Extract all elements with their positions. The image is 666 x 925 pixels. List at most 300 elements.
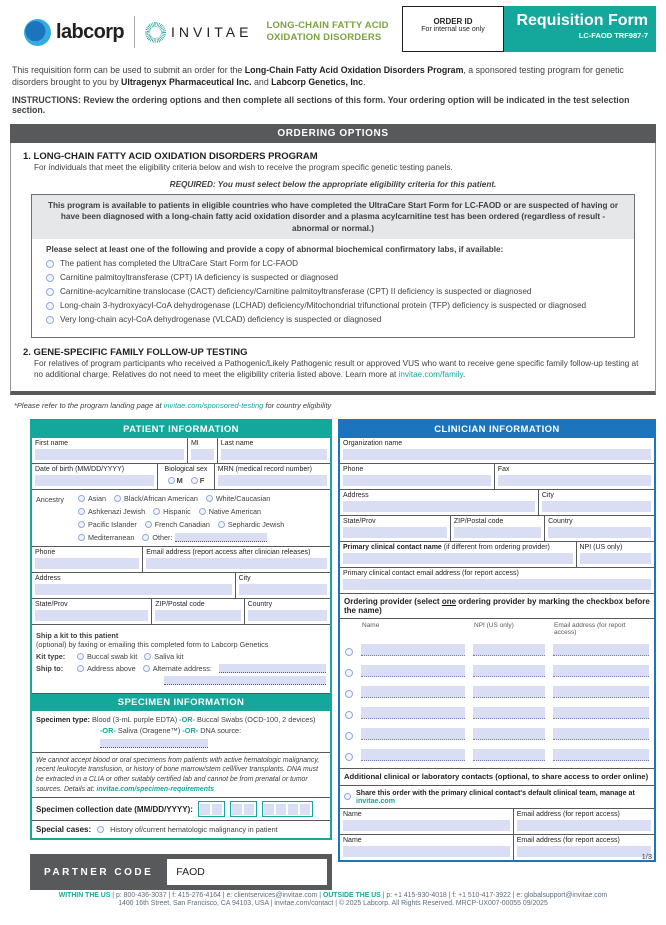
clinician-phone-label: Phone	[343, 465, 364, 473]
clinician-address-input[interactable]	[343, 501, 535, 512]
clinician-phone-cell	[340, 464, 494, 489]
alternate-address-input[interactable]	[219, 664, 326, 673]
patient-phone-row	[32, 547, 330, 573]
dob-input[interactable]	[35, 475, 154, 486]
ancestry-other-input[interactable]	[175, 533, 267, 542]
phone-input[interactable]	[35, 558, 139, 569]
state-cell	[32, 599, 151, 624]
outside-us-label: OUTSIDE THE US	[322, 891, 381, 899]
clinician-box	[338, 419, 656, 862]
ancestry-option-label: Hispanic	[163, 506, 191, 516]
city-label: City	[238, 574, 251, 582]
specimen-requirements-link[interactable]: invitae.com/specimen-requirements	[96, 785, 215, 793]
ship-kit-block	[32, 625, 330, 694]
partner-code-label: PARTNER CODE	[44, 866, 154, 878]
footer-address-line: 1400 16th Street, San Francisco, CA 94103, USA | invitae.com/contact | © 2025 Labcorp. All Rights Reserved. MRCP-UX007-00055 09/2025	[118, 900, 548, 908]
ancestry-option[interactable]	[78, 533, 134, 542]
specimen-type-blood: Blood (3-mL purple EDTA)	[91, 714, 178, 724]
special-cases-label: Special cases:	[36, 825, 92, 835]
primary-contact-rest: (if different from ordering provider)	[441, 543, 550, 551]
or-separator: -OR-	[179, 714, 195, 724]
patient-state-row	[32, 599, 330, 625]
provider-column-headers	[362, 622, 649, 636]
contact1-email-cell	[513, 809, 654, 834]
provider-email-input[interactable]	[553, 686, 649, 698]
contact2-name-cell	[340, 835, 513, 860]
header	[10, 6, 656, 52]
requisition-form-code: LC-FAOD TRF987-7	[578, 30, 648, 40]
invitae-logo-icon	[145, 22, 166, 43]
address-label: Address	[35, 574, 61, 582]
ordering-options-body	[10, 143, 656, 394]
footnote-text: for country eligibility	[263, 400, 332, 410]
intro-text: .	[363, 77, 366, 88]
ship-to-row	[36, 664, 326, 673]
fax-cell	[494, 464, 654, 489]
radio-icon[interactable]	[78, 508, 85, 515]
provider-row	[345, 665, 649, 677]
clinician-phone-input[interactable]	[343, 475, 491, 486]
radio-icon[interactable]	[153, 508, 160, 515]
checkbox-icon[interactable]	[46, 274, 54, 282]
eligibility-choice-row[interactable]	[46, 287, 620, 296]
clinician-state-label: State/Prov	[343, 517, 376, 525]
provider-email-input[interactable]	[553, 665, 649, 677]
footer	[10, 890, 656, 925]
provider-email-input[interactable]	[553, 707, 649, 719]
address-cell	[32, 573, 235, 598]
ordering-provider-post: ordering provider by marking the checkbox before the name)	[344, 596, 650, 615]
bio-sex-label: Biological sex	[164, 465, 208, 473]
provider-name-input[interactable]	[361, 665, 465, 677]
family-link[interactable]: invitae.com/family	[398, 370, 464, 380]
eligibility-choice-row[interactable]	[46, 259, 620, 268]
dob-label: Date of birth (MM/DD/YYYY)	[35, 465, 125, 473]
contact2-email-cell	[513, 835, 654, 860]
ancestry-row	[32, 490, 330, 547]
program-name-bold: Long-Chain Fatty Acid Oxidation Disorders Program	[244, 65, 464, 75]
specimen-type-buccal: Buccal Swabs (OCD-100, 2 devices)	[197, 714, 316, 724]
ancestry-option-other[interactable]	[142, 533, 267, 542]
checkbox-icon[interactable]	[46, 302, 54, 310]
clinician-phone-row	[340, 464, 654, 490]
ordering-provider-pre: (select	[412, 596, 442, 606]
checkbox-icon[interactable]	[345, 648, 353, 656]
ship-kit-heading	[36, 631, 326, 649]
intro-text: This requisition form can be used to submit an order for the	[12, 65, 245, 75]
logo-group	[24, 16, 389, 48]
footnote-text: *Please refer to the program landing page at	[14, 400, 164, 410]
phone-cell	[32, 547, 142, 572]
radio-icon[interactable]	[218, 521, 225, 528]
mi-label: MI	[190, 439, 199, 447]
ship-option-alternate[interactable]	[143, 664, 212, 673]
npi-input[interactable]	[580, 553, 652, 564]
invitae-link[interactable]: invitae.com	[356, 796, 396, 805]
alternate-address-input-2[interactable]	[164, 676, 326, 685]
clinician-country-cell	[544, 516, 654, 541]
organization-cell	[340, 438, 654, 463]
partner-code-input[interactable]: FAOD	[167, 859, 327, 885]
contact2-email-input[interactable]	[517, 846, 651, 857]
provider-name-input[interactable]	[361, 707, 465, 719]
ancestry-option[interactable]	[114, 494, 198, 503]
eligibility-statement: This program is available to patients in eligible countries who have completed the UltraCare Start Form for LC-FAOD or are suspected of having or have been diagnosed with a long-chain fatty acid oxidation disorder and a plasma acylcarnitine test has been ordered (regardless of result - abnormal or normal.)	[32, 195, 634, 239]
option2-heading: 2. GENE-SPECIFIC FAMILY FOLLOW-UP TESTING	[23, 347, 248, 359]
provider-npi-input[interactable]	[473, 707, 545, 719]
labcorp-wordmark: labcorp	[56, 20, 125, 43]
contact2-name-label: Name	[343, 836, 362, 844]
radio-icon[interactable]	[77, 653, 84, 660]
radio-icon[interactable]	[145, 521, 152, 528]
special-cases-option: History of/current hematologic malignancy in patient	[110, 825, 278, 835]
disclaimer-text: We cannot accept blood or oral specimens from patients with active hematologic malignancy, recent leukocyte transfusion, or history of bone marrow/stem cell/liver transplants. DNA must be extracted in a CLIA or other suitably certified lab and cannot be from prenatal or tumor sources. Details at:	[36, 756, 320, 793]
sex-female-label: F	[199, 475, 205, 485]
provider-row	[345, 728, 649, 740]
first-name-input[interactable]	[35, 449, 184, 460]
choice-label: Long-chain 3-hydroxyacyl-CoA dehydrogenase (LCHAD) deficiency/Mitochondrial trifunctional protein (TFP) deficiency is suspected or diagnosed	[60, 301, 587, 311]
ship-option-address-above[interactable]	[77, 664, 136, 673]
checkbox-icon[interactable]	[345, 669, 353, 677]
special-cases-row	[32, 821, 330, 838]
instructions-line: INSTRUCTIONS: Review the ordering options and then complete all sections of this form. Your ordering option will be indicated in the test selection section.	[12, 95, 630, 116]
collection-date-label: Specimen collection date (MM/DD/YYYY):	[36, 804, 193, 814]
checkbox-icon[interactable]	[345, 711, 353, 719]
ship-kit-rest: (optional) by faxing or emailing this completed form to Labcorp Genetics	[36, 639, 269, 649]
ancestry-option[interactable]	[145, 520, 210, 529]
ancestry-option[interactable]	[78, 494, 106, 503]
within-us-contacts: | p: 800-436-3037 | f: 415-276-4164 | e: clientservices@invitae.com |	[110, 891, 323, 899]
ship-option-label: Address above	[87, 663, 136, 673]
choices-prompt: Please select at least one of the following and provide a copy of abnormal biochemical confirmatory labs, if available:	[46, 245, 504, 255]
organization-label: Organization name	[343, 439, 403, 447]
ship-option-label: Alternate address:	[152, 663, 212, 673]
last-name-label: Last name	[220, 439, 254, 447]
eligibility-choice-row[interactable]	[46, 301, 620, 310]
eligibility-choice-row[interactable]	[46, 315, 620, 324]
ancestry-options	[78, 493, 326, 542]
npi-cell	[576, 542, 655, 567]
clinician-zip-input[interactable]	[454, 527, 541, 538]
specimen-type-dna-label: DNA source:	[200, 725, 242, 735]
form-columns	[10, 419, 656, 891]
ancestry-option-label: Asian	[88, 493, 106, 503]
primary-email-input[interactable]	[343, 579, 651, 590]
primary-email-label: Primary clinical contact email address (for report access)	[343, 569, 519, 577]
checkbox-icon[interactable]	[345, 690, 353, 698]
option2-desc-text: For relatives of program participants who received a Pathogenic/Likely Pathogenic result or approved VUS who want to receive gene specific family follow-up testing at no additional charge. Relatives do not need to meet the eligibility criteria listed above. Learn more at	[34, 359, 639, 380]
ancestry-option[interactable]	[78, 507, 145, 516]
clinician-city-input[interactable]	[542, 501, 651, 512]
clinician-country-label: Country	[548, 517, 573, 525]
eligibility-box	[31, 194, 635, 338]
email-input[interactable]	[146, 558, 327, 569]
provider-email-input[interactable]	[553, 644, 649, 656]
zip-input[interactable]	[155, 610, 240, 621]
provider-email-input[interactable]	[553, 728, 649, 740]
provider-row	[345, 644, 649, 656]
within-us-label: WITHIN THE US	[58, 891, 111, 899]
choice-label: Carnitine-acylcarnitine translocase (CACT) deficiency/Carnitine palmitoyltransferase (CPT) II deficiency is suspected or diagnosed	[60, 287, 532, 297]
provider-npi-col-header: NPI (US only)	[474, 621, 514, 629]
bio-sex-cell	[157, 464, 214, 489]
kit-option-saliva[interactable]	[144, 652, 183, 661]
radio-icon[interactable]	[78, 495, 85, 502]
patient-address-row	[32, 573, 330, 599]
city-cell	[235, 573, 330, 598]
header-right	[402, 6, 656, 52]
logo-divider	[134, 16, 135, 48]
sponsor-name-bold: Ultragenyx Pharmaceutical Inc.	[121, 77, 252, 88]
kit-type-row	[36, 652, 326, 661]
contact1-email-input[interactable]	[517, 820, 651, 831]
required-note: REQUIRED: You must select below the appropriate eligibility criteria for this patient.	[169, 179, 497, 189]
ordering-provider-bold: Ordering provider	[344, 596, 413, 606]
first-name-cell	[32, 438, 187, 463]
patient-column	[30, 419, 332, 891]
ancestry-option-label: Sephardic Jewish	[227, 519, 285, 529]
clinician-city-label: City	[541, 491, 554, 499]
checkbox-icon[interactable]	[46, 288, 54, 296]
contact1-email-label: Email address (for report access)	[516, 810, 620, 818]
zip-label: ZIP/Postal code	[155, 600, 205, 608]
ancestry-option-label: Pacific Islander	[88, 519, 137, 529]
clinician-zip-cell	[450, 516, 544, 541]
mi-cell	[187, 438, 217, 463]
page-number: 1/3	[641, 852, 652, 861]
contact2-name-input[interactable]	[343, 846, 510, 857]
phone-label: Phone	[35, 548, 56, 556]
patient-dob-row	[32, 464, 330, 490]
ancestry-option[interactable]	[206, 494, 270, 503]
clinician-section-header: CLINICIAN INFORMATION	[340, 421, 654, 438]
last-name-cell	[217, 438, 330, 463]
kit-option-label: Buccal swab kit	[87, 651, 138, 661]
intro-paragraph	[12, 64, 656, 88]
primary-contact-cell	[340, 542, 576, 567]
order-id-label: ORDER ID	[433, 17, 473, 26]
primary-email-cell	[340, 568, 654, 593]
clinician-country-input[interactable]	[548, 527, 651, 538]
option2-desc	[34, 359, 643, 380]
primary-contact-bold: Primary clinical contact name	[343, 543, 442, 551]
clinician-zip-label: ZIP/Postal code	[453, 517, 504, 525]
dna-source-input[interactable]	[100, 739, 208, 748]
partner-code-bar	[30, 854, 332, 890]
radio-icon[interactable]	[97, 826, 104, 833]
sex-female-option[interactable]	[191, 476, 205, 485]
ordering-provider-heading	[340, 594, 654, 619]
intro-text: and	[251, 77, 272, 88]
collection-date-row	[32, 798, 330, 821]
checkbox-icon[interactable]	[345, 732, 353, 740]
clinician-state-input[interactable]	[343, 527, 447, 538]
option1-heading: 1. LONG-CHAIN FATTY ACID OXIDATION DISORDERS PROGRAM	[23, 151, 318, 163]
specimen-disclaimer	[32, 753, 330, 799]
provider-name-input[interactable]	[361, 644, 465, 656]
lab-name-bold: Labcorp Genetics, Inc	[271, 77, 364, 88]
contact1-name-label: Name	[343, 810, 362, 818]
ancestry-option[interactable]	[153, 507, 191, 516]
sex-male-label: M	[176, 475, 183, 485]
last-name-input[interactable]	[221, 449, 327, 460]
provider-email-input[interactable]	[553, 749, 649, 761]
country-label: Country	[247, 600, 273, 608]
provider-npi-input[interactable]	[473, 686, 545, 698]
ancestry-option[interactable]	[218, 520, 284, 529]
clinician-state-row	[340, 516, 654, 542]
mrn-input[interactable]	[218, 475, 327, 486]
ordering-provider-table	[340, 619, 654, 769]
radio-icon[interactable]	[78, 521, 85, 528]
clinician-address-label: Address	[343, 491, 369, 499]
kit-option-buccal[interactable]	[77, 652, 137, 661]
radio-icon[interactable]	[168, 477, 175, 484]
primary-contact-input[interactable]	[343, 553, 573, 564]
sponsored-testing-link[interactable]: invitae.com/sponsored-testing	[163, 400, 264, 410]
provider-row	[345, 749, 649, 761]
sex-male-option[interactable]	[168, 476, 183, 485]
program-title-line1: LONG-CHAIN FATTY ACID	[266, 20, 389, 32]
radio-icon[interactable]	[142, 534, 149, 541]
ancestry-option[interactable]	[199, 507, 261, 516]
ship-to-label: Ship to:	[36, 663, 64, 673]
specimen-section-header: SPECIMEN INFORMATION	[32, 694, 330, 711]
provider-npi-input[interactable]	[473, 749, 545, 761]
checkbox-icon[interactable]	[46, 316, 54, 324]
state-label: State/Prov	[35, 600, 68, 608]
clinician-state-cell	[340, 516, 450, 541]
city-input[interactable]	[239, 584, 327, 595]
clinician-column	[338, 419, 656, 891]
collection-date-day-input[interactable]	[230, 801, 257, 817]
state-input[interactable]	[35, 610, 148, 621]
choice-label: Very long-chain acyl-CoA dehydrogenase (VLCAD) deficiency is suspected or diagnosed	[60, 315, 382, 325]
specimen-type-row	[32, 711, 330, 753]
ancestry-option-label: Black/African American	[123, 493, 198, 503]
option2-desc-text: .	[463, 370, 466, 380]
kit-option-label: Saliva kit	[154, 651, 184, 661]
radio-icon[interactable]	[143, 665, 150, 672]
ship-kit-bold: Ship a kit to this patient	[36, 630, 119, 640]
ancestry-option[interactable]	[78, 520, 137, 529]
contact2-email-label: Email address (for report access)	[516, 836, 620, 844]
radio-icon[interactable]	[206, 495, 213, 502]
alternate-address-line2	[36, 676, 326, 685]
zip-cell	[151, 599, 243, 624]
or-separator: -OR-	[100, 725, 116, 735]
additional-contact-row-2	[340, 835, 654, 860]
labcorp-logo-icon	[24, 19, 51, 46]
eligibility-choice-row[interactable]	[46, 273, 620, 282]
radio-icon[interactable]	[78, 534, 85, 541]
fax-input[interactable]	[498, 475, 651, 486]
provider-name-col-header: Name	[362, 621, 380, 629]
checkbox-icon[interactable]	[46, 260, 54, 268]
mrn-label: MRN (medical record number)	[217, 465, 312, 473]
provider-npi-input[interactable]	[473, 728, 545, 740]
provider-name-input[interactable]	[361, 686, 465, 698]
intro-text: , a sponsored testing program for genetic disorders brought to you by	[12, 65, 624, 88]
or-separator: -OR-	[182, 725, 199, 735]
collection-date-month-input[interactable]	[198, 801, 225, 817]
eligibility-choices	[32, 239, 634, 337]
clinician-city-cell	[538, 490, 654, 515]
collection-date-year-input[interactable]	[262, 801, 313, 817]
country-cell	[244, 599, 330, 624]
provider-name-input[interactable]	[361, 749, 465, 761]
share-order-label	[356, 789, 650, 805]
specimen-type-label: Specimen type:	[36, 714, 90, 724]
ancestry-option-label: Mediterranean	[88, 532, 135, 542]
specimen-type-saliva: Saliva (Oragene™)	[117, 725, 181, 735]
program-title-line2: OXIDATION DISORDERS	[266, 32, 382, 43]
provider-email-col-header: Email address (for report access)	[554, 621, 626, 636]
choice-label: Carnitine palmitoyltransferase (CPT) IA deficiency is suspected or diagnosed	[60, 273, 339, 283]
ancestry-option-label: Native American	[208, 506, 262, 516]
mrn-cell	[214, 464, 330, 489]
radio-icon[interactable]	[144, 653, 151, 660]
radio-icon[interactable]	[199, 508, 206, 515]
order-id-box[interactable]	[402, 6, 504, 52]
additional-contact-row-1	[340, 809, 654, 835]
organization-input[interactable]	[343, 449, 651, 460]
provider-row	[345, 686, 649, 698]
contact1-name-input[interactable]	[343, 820, 510, 831]
ordering-options-bar: ORDERING OPTIONS	[10, 124, 656, 143]
radio-icon[interactable]	[191, 477, 198, 484]
country-input[interactable]	[248, 610, 327, 621]
choice-label: The patient has completed the UltraCare Start Form for LC-FAOD	[60, 259, 298, 269]
program-title	[266, 20, 388, 44]
primary-email-row	[340, 568, 654, 594]
provider-npi-input[interactable]	[473, 644, 545, 656]
provider-npi-input[interactable]	[473, 665, 545, 677]
provider-row	[345, 707, 649, 719]
radio-icon[interactable]	[77, 665, 84, 672]
patient-box	[30, 419, 332, 841]
outside-us-contacts: | p: +1 415-930-4018 | f: +1 510-417-3922 | e: globalsupport@invitae.com	[380, 891, 608, 899]
clinician-address-row	[340, 490, 654, 516]
dob-cell	[32, 464, 157, 489]
checkbox-icon[interactable]	[344, 793, 351, 800]
address-input[interactable]	[35, 584, 232, 595]
option1-desc: For individuals that meet the eligibility criteria below and wish to receive the program specific genetic testing panels.	[34, 163, 453, 173]
mi-input[interactable]	[191, 449, 214, 460]
organization-row	[340, 438, 654, 464]
provider-name-input[interactable]	[361, 728, 465, 740]
radio-icon[interactable]	[114, 495, 121, 502]
ordering-provider-one: one	[441, 596, 457, 606]
order-id-sub: For internal use only	[421, 26, 485, 33]
ancestry-label: Ancestry	[36, 494, 64, 504]
first-name-label: First name	[35, 439, 69, 447]
checkbox-icon[interactable]	[345, 753, 353, 761]
requisition-form-title: Requisition Form	[516, 12, 648, 29]
patient-section-header: PATIENT INFORMATION	[32, 421, 330, 438]
clinician-address-cell	[340, 490, 538, 515]
ancestry-option-label: White/Caucasian	[215, 493, 271, 503]
ancestry-option-label: Other:	[152, 532, 173, 542]
kit-type-label: Kit type:	[36, 651, 66, 661]
additional-contacts-heading: Additional clinical or laboratory contacts (optional, to share access to order online)	[340, 769, 654, 786]
ancestry-option-label: French Canadian	[154, 519, 210, 529]
npi-label: NPI (US only)	[579, 543, 623, 551]
requisition-form-banner	[504, 6, 656, 52]
share-order-row[interactable]	[340, 786, 654, 809]
email-cell	[142, 547, 330, 572]
country-eligibility-footnote	[14, 401, 656, 410]
